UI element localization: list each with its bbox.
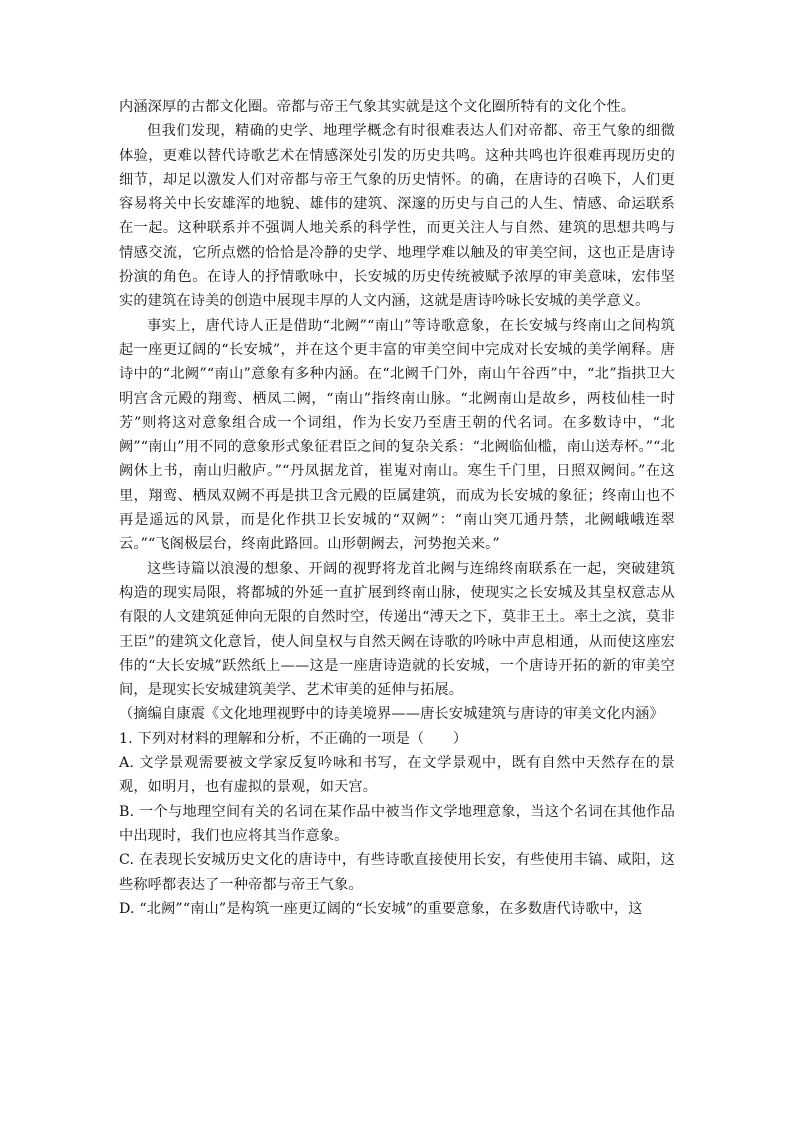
article-body xyxy=(119,95,675,921)
question-stem: 1. 下列对材料的理解和分析，不正确的一项是（ ） xyxy=(119,730,468,747)
option-a: A. 文学景观需要被文学家反复吟咏和书写，在文学景观中，既有自然中天然存在的景观，如明月，也有虚拟的景观，如天宫。 xyxy=(119,755,675,796)
source-citation: （摘编自康震《文化地理视野中的诗美境界——唐长安城建筑与唐诗的审美文化内涵》 xyxy=(119,706,664,723)
passage-paragraph-4: 这些诗篇以浪漫的想象、开阔的视野将龙首北阙与连绵终南联系在一起，突破建筑构造的现实局限，将都城的外延一直扩展到终南山脉，使现实之长安城及其皇权意志从有限的人文建筑延伸向无限的自然时空，传递出“溥天之下，莫非王土。率土之滨，莫非王臣”的建筑文化意旨，使人间皇权与自然天阙在诗歌的吟咏中声息相通，从而使这座宏伟的“大长安城”跃然纸上——这是一座唐诗造就的长安城，一个唐诗开拓的新的审美空间，是现实长安城建筑美学、艺术审美的延伸与拓展。 xyxy=(119,560,675,699)
option-b: B. 一个与地理空间有关的名词在某作品中被当作文学地理意象，当这个名词在其他作品中出现时，我们也应将其当作意象。 xyxy=(119,803,675,844)
option-d: D. “北阙”“南山”是构筑一座更辽阔的“长安城”的重要意象，在多数唐代诗歌中，这 xyxy=(119,900,643,917)
passage-paragraph-1: 内涵深厚的古都文化圈。帝都与帝王气象其实就是这个文化圈所特有的文化个性。 xyxy=(119,99,636,115)
passage-paragraph-2: 但我们发现，精确的史学、地理学概念有时很难表达人们对帝都、帝王气象的细微体验，更难以替代诗歌艺术在情感深处引发的历史共鸣。这种共鸣也许很难再现历史的细节，却足以激发人们对帝都与帝王气象的历史情怀。的确，在唐诗的召唤下，人们更容易将关中长安雄浑的地貌、雄伟的建筑、深邃的历史与自己的人生、情感、命运联系在一起。这种联系并不强调人地关系的科学性，而更关注人与自然、建筑的思想共鸣与情感交流，它所点燃的恰恰是冷静的史学、地理学难以触及的审美空间，这也正是唐诗扮演的角色。在诗人的抒情歌咏中，长安城的历史传统被赋予浓厚的审美意味，宏伟坚实的建筑在诗美的创造中展现丰厚的人文内涵，这就是唐诗吟咏长安城的美学意义。 xyxy=(119,123,675,310)
passage-paragraph-3: 事实上，唐代诗人正是借助“北阙”“南山”等诗歌意象，在长安城与终南山之间构筑起一座更辽阔的“长安城”，并在这个更丰富的审美空间中完成对长安城的美学阐释。唐诗中的“北阙”“南山”意象有多种内涵。在“北阙千门外，南山午谷西”中，“北”指拱卫大明宫含元殿的翔鸾、栖凤二阙，“南山”指终南山脉。“北阙南山是故乡，两枝仙桂一时芳”则将这对意象组合成一个词组，作为长安乃至唐王朝的代名词。在多数诗中，“北阙”“南山”用不同的意象形式象征君臣之间的复杂关系：“北阙临仙槛，南山送寿杯。”“北阙休上书，南山归敝庐。”“丹凤据龙首，崔嵬对南山。寒生千门里，日照双阙间。”在这里，翔鸾、栖凤双阙不再是拱卫含元殿的臣属建筑，而成为长安城的象征；终南山也不再是遥远的风景，而是化作拱卫长安城的“双阙”：“南山突兀通丹禁，北阙峨峨连翠云。”“飞阁极层台，终南此路回。山形朝阙去，河势抱关来。” xyxy=(119,317,675,553)
option-c: C. 在表现长安城历史文化的唐诗中，有些诗歌直接使用长安，有些使用丰镐、咸阳，这些称呼都表达了一种帝都与帝王气象。 xyxy=(119,852,675,893)
